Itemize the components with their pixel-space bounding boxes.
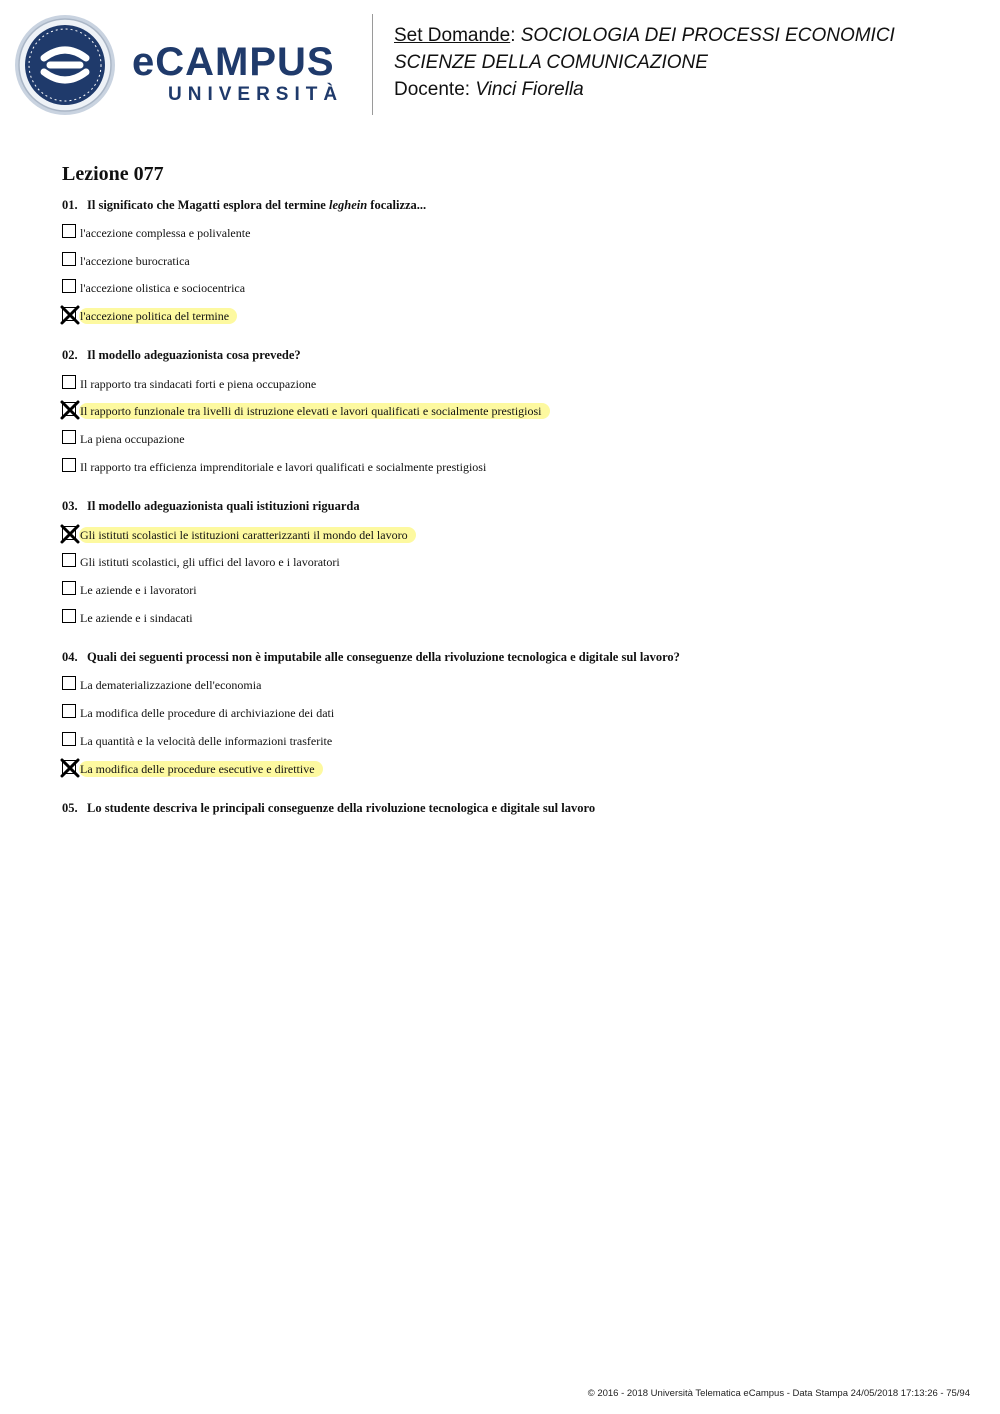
question-text: Il modello adeguazionista cosa prevede? <box>87 348 301 362</box>
teacher-label: Docente: <box>394 79 471 100</box>
checked-x-icon <box>60 305 80 325</box>
set-label: Set Domande <box>394 25 511 46</box>
answer-text: La dematerializzazione dell'economia <box>80 678 262 692</box>
question-number: 05. <box>62 801 78 815</box>
answer-checkbox[interactable] <box>62 553 76 567</box>
course-line <box>394 49 895 76</box>
answer-text: Il rapporto tra efficienza imprenditoriale e lavori qualificati e socialmente prestigiosi <box>80 460 487 474</box>
ecampus-logo <box>14 14 359 116</box>
answer-text: Gli istituti scolastici le istituzioni caratterizzanti il mondo del lavoro <box>79 527 416 543</box>
question-number: 04. <box>62 650 78 664</box>
answer-text: Il rapporto tra sindacati forti e piena occupazione <box>80 377 317 391</box>
answer-text: La quantità e la velocità delle informazioni trasferite <box>80 734 333 748</box>
answer-checkbox[interactable] <box>62 430 76 444</box>
course-name: SCIENZE DELLA COMUNICAZIONE <box>394 52 708 73</box>
set-line: Set Domande: SOCIOLOGIA DEI PROCESSI ECONOMICI <box>394 25 895 46</box>
answer-checkbox[interactable] <box>62 704 76 718</box>
checked-x-icon <box>60 400 80 420</box>
answer-checkbox[interactable] <box>62 458 76 472</box>
question-text-italic: leghein <box>328 198 368 212</box>
answer-checkbox[interactable] <box>62 402 76 416</box>
answer-checkbox[interactable] <box>62 375 76 389</box>
university-seal-icon <box>14 14 116 116</box>
question-text: Quali dei seguenti processi non è imputabile alle conseguenze della rivoluzione tecnologica e digitale sul lavoro? <box>87 650 680 664</box>
answer-checkbox[interactable] <box>62 307 76 321</box>
answer-text: l'accezione politica del termine <box>79 308 237 324</box>
answer-text: l'accezione olistica e sociocentrica <box>80 281 246 295</box>
question-03 <box>62 499 962 514</box>
answer-text: Le aziende e i sindacati <box>80 611 193 625</box>
answer-text: l'accezione burocratica <box>80 254 190 268</box>
answer-text: La piena occupazione <box>80 432 185 446</box>
answer-checkbox[interactable] <box>62 526 76 540</box>
brand-name: eCAMPUS <box>132 40 335 84</box>
question-number: 02. <box>62 348 78 362</box>
question-number: 01. <box>62 198 78 212</box>
answer-text: Le aziende e i lavoratori <box>80 583 197 597</box>
header-info <box>394 22 895 103</box>
answer-text: Il rapporto funzionale tra livelli di istruzione elevati e lavori qualificati e socialmente prestigiosi <box>79 403 550 419</box>
set-title: SOCIOLOGIA DEI PROCESSI ECONOMICI <box>520 25 895 46</box>
answer-checkbox[interactable] <box>62 760 76 774</box>
lesson-title: Lezione 077 <box>62 163 164 185</box>
header-divider <box>372 14 373 115</box>
answer-text: Gli istituti scolastici, gli uffici del lavoro e i lavoratori <box>80 555 340 569</box>
answer-checkbox[interactable] <box>62 732 76 746</box>
brand-subtitle: UNIVERSITÀ <box>168 84 344 105</box>
question-05 <box>62 801 962 816</box>
answer-text: l'accezione complessa e polivalente <box>80 226 251 240</box>
checked-x-icon <box>60 524 80 544</box>
answer-text: La modifica delle procedure di archiviazione dei dati <box>80 706 335 720</box>
question-01 <box>62 198 962 213</box>
question-text: Il modello adeguazionista quali istituzioni riguarda <box>87 499 360 513</box>
page-footer: © 2016 - 2018 Università Telematica eCampus - Data Stampa 24/05/2018 17:13:26 - 75/94 <box>587 1388 970 1399</box>
question-04 <box>62 650 962 665</box>
answer-checkbox[interactable] <box>62 224 76 238</box>
checked-x-icon <box>60 758 80 778</box>
answer-checkbox[interactable] <box>62 279 76 293</box>
question-02 <box>62 348 962 363</box>
answer-checkbox[interactable] <box>62 676 76 690</box>
question-text-end: focalizza... <box>367 198 427 212</box>
answer-checkbox[interactable] <box>62 581 76 595</box>
answer-checkbox[interactable] <box>62 609 76 623</box>
teacher-line <box>394 76 895 103</box>
question-text: Il significato che Magatti esplora del termine <box>87 198 329 212</box>
question-text: Lo studente descriva le principali conseguenze della rivoluzione tecnologica e digitale sul lavoro <box>87 801 596 815</box>
question-number: 03. <box>62 499 78 513</box>
answer-text: La modifica delle procedure esecutive e direttive <box>79 761 323 777</box>
answer-checkbox[interactable] <box>62 252 76 266</box>
teacher-name: Vinci Fiorella <box>475 79 584 100</box>
